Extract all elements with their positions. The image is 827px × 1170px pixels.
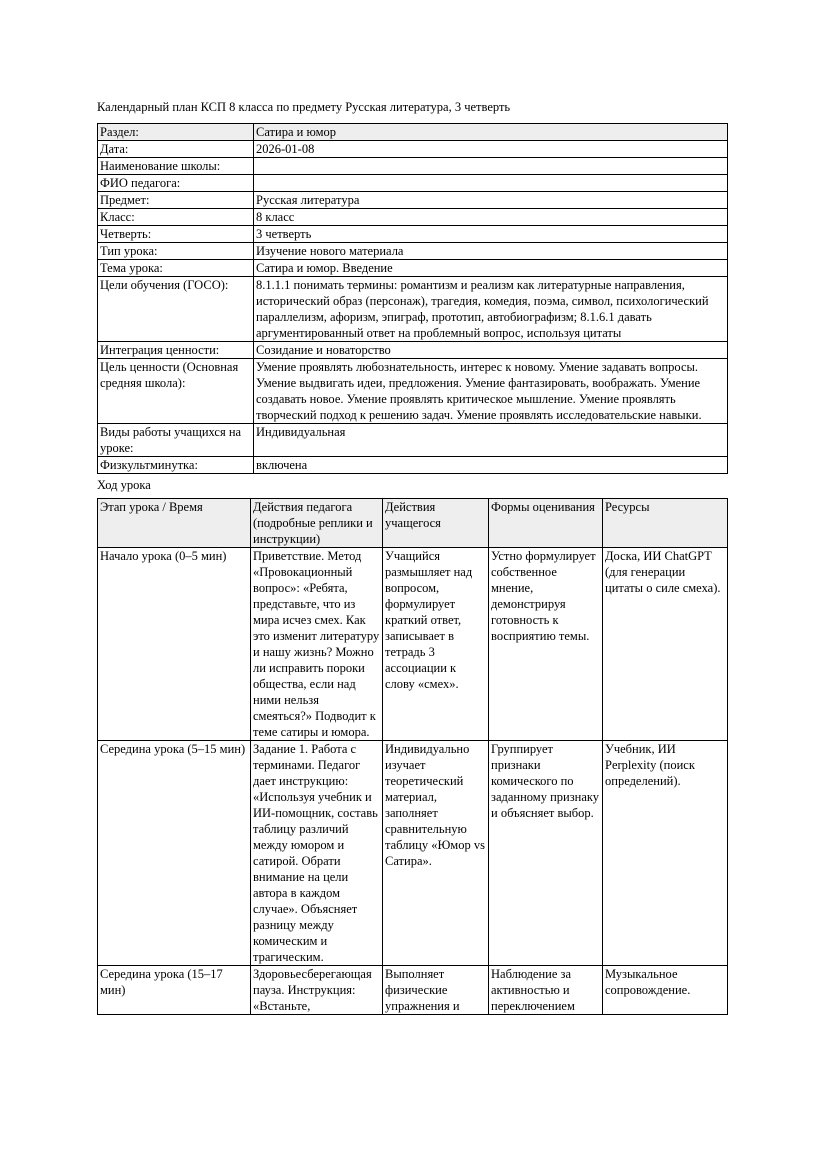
info-value-cell: 2026-01-08 [254,141,728,158]
info-label-cell: Наименование школы: [98,158,254,175]
info-row [98,141,728,158]
page-title: Календарный план КСП 8 класса по предмету Русская литература, 3 четверть [97,100,511,114]
info-label-cell: Четверть: [98,226,254,243]
info-label-cell: Цели обучения (ГОСО): [98,277,254,342]
info-row [98,226,728,243]
stage-cell: Середина урока (15–17 мин) [98,966,251,1015]
info-row [98,342,728,359]
stage-cell: Середина урока (5–15 мин) [98,741,251,966]
lesson-row [98,966,728,1015]
info-label-cell: Цель ценности (Основная средняя школа): [98,359,254,424]
info-label-cell: Раздел: [98,124,254,141]
info-label-cell: Дата: [98,141,254,158]
info-value-cell: Сатира и юмор [254,124,728,141]
resources-cell: Музыкальное сопровождение. [603,966,728,1015]
assessment-cell: Наблюдение за активностью и переключением [489,966,603,1015]
lesson-row [98,548,728,741]
lesson-column-header: Формы оценивания [489,499,603,548]
stage-cell: Начало урока (0–5 мин) [98,548,251,741]
lesson-column-header: Действия педагога (подробные реплики и инструкции) [251,499,383,548]
info-row [98,359,728,424]
section-heading: Ход урока [97,478,151,492]
info-value-cell: Индивидуальная [254,424,728,457]
info-value-cell [254,175,728,192]
resources-cell: Доска, ИИ ChatGPT (для генерации цитаты о силе смеха). [603,548,728,741]
lesson-info-table [97,123,728,474]
info-value-cell: 3 четверть [254,226,728,243]
info-row [98,457,728,474]
teacher-actions-cell: Приветствие. Метод «Провокационный вопрос»: «Ребята, представьте, что из мира исчез смех. Как это изменит литературу и нашу жизнь? Можно ли исправить пороки общества, если над ними нельзя смеяться?» Подводит к теме сатиры и юмора. [251,548,383,741]
info-value-cell: Русская литература [254,192,728,209]
lesson-flow-table [97,498,728,1015]
info-row [98,192,728,209]
teacher-actions-cell: Задание 1. Работа с терминами. Педагог дает инструкцию: «Используя учебник и ИИ-помощник, составь таблицу различий между юмором и сатирой. Обрати внимание на цели автора в каждом случае». Объясняет разницу между комическим и трагическим. [251,741,383,966]
lesson-column-header: Ресурсы [603,499,728,548]
lesson-table-header-row [98,499,728,548]
info-row [98,175,728,192]
info-row [98,158,728,175]
info-value-cell: 8.1.1.1 понимать термины: романтизм и реализм как литературные направления, исторический образ (персонаж), трагедия, комедия, поэма, символ, психологический параллелизм, афоризм, эпиграф, прототип, автобиографизм; 8.1.6.1 давать аргументированный ответ на проблемный вопрос, используя цитаты [254,277,728,342]
info-header-row [98,124,728,141]
info-table-body [98,124,728,474]
assessment-cell: Устно формулирует собственное мнение, демонстрируя готовность к восприятию темы. [489,548,603,741]
info-value-cell [254,158,728,175]
info-label-cell: Тип урока: [98,243,254,260]
student-actions-cell: Учащийся размышляет над вопросом, формулирует краткий ответ, записывает в тетрадь 3 ассоциации к слову «смех». [383,548,489,741]
info-value-cell: Изучение нового материала [254,243,728,260]
lesson-column-header: Действия учащегося [383,499,489,548]
lesson-row [98,741,728,966]
teacher-actions-cell: Здоровьесберегающая пауза. Инструкция: «Встаньте, [251,966,383,1015]
info-value-cell: Умение проявлять любознательность, интерес к новому. Умение задавать вопросы. Умение выдвигать идеи, предложения. Умение фантазировать, воображать. Умение создавать новое. Умение проявлять критическое мышление. Умение проявлять творческий подход к решению задач. Умение проявлять исследовательские навыки. [254,359,728,424]
info-row [98,209,728,226]
resources-cell: Учебник, ИИ Perplexity (поиск определений). [603,741,728,966]
info-row [98,277,728,342]
lesson-table-body [98,548,728,1015]
info-label-cell: Интеграция ценности: [98,342,254,359]
info-row [98,243,728,260]
student-actions-cell: Выполняет физические упражнения и [383,966,489,1015]
info-label-cell: Физкультминутка: [98,457,254,474]
info-label-cell: Класс: [98,209,254,226]
info-label-cell: Виды работы учащихся на уроке: [98,424,254,457]
info-value-cell: включена [254,457,728,474]
info-label-cell: Тема урока: [98,260,254,277]
info-value-cell: 8 класс [254,209,728,226]
info-value-cell: Сатира и юмор. Введение [254,260,728,277]
info-label-cell: ФИО педагога: [98,175,254,192]
info-row [98,260,728,277]
student-actions-cell: Индивидуально изучает теоретический материал, заполняет сравнительную таблицу «Юмор vs Сатира». [383,741,489,966]
assessment-cell: Группирует признаки комического по заданному признаку и объясняет выбор. [489,741,603,966]
info-label-cell: Предмет: [98,192,254,209]
info-row [98,424,728,457]
info-value-cell: Созидание и новаторство [254,342,728,359]
lesson-column-header: Этап урока / Время [98,499,251,548]
